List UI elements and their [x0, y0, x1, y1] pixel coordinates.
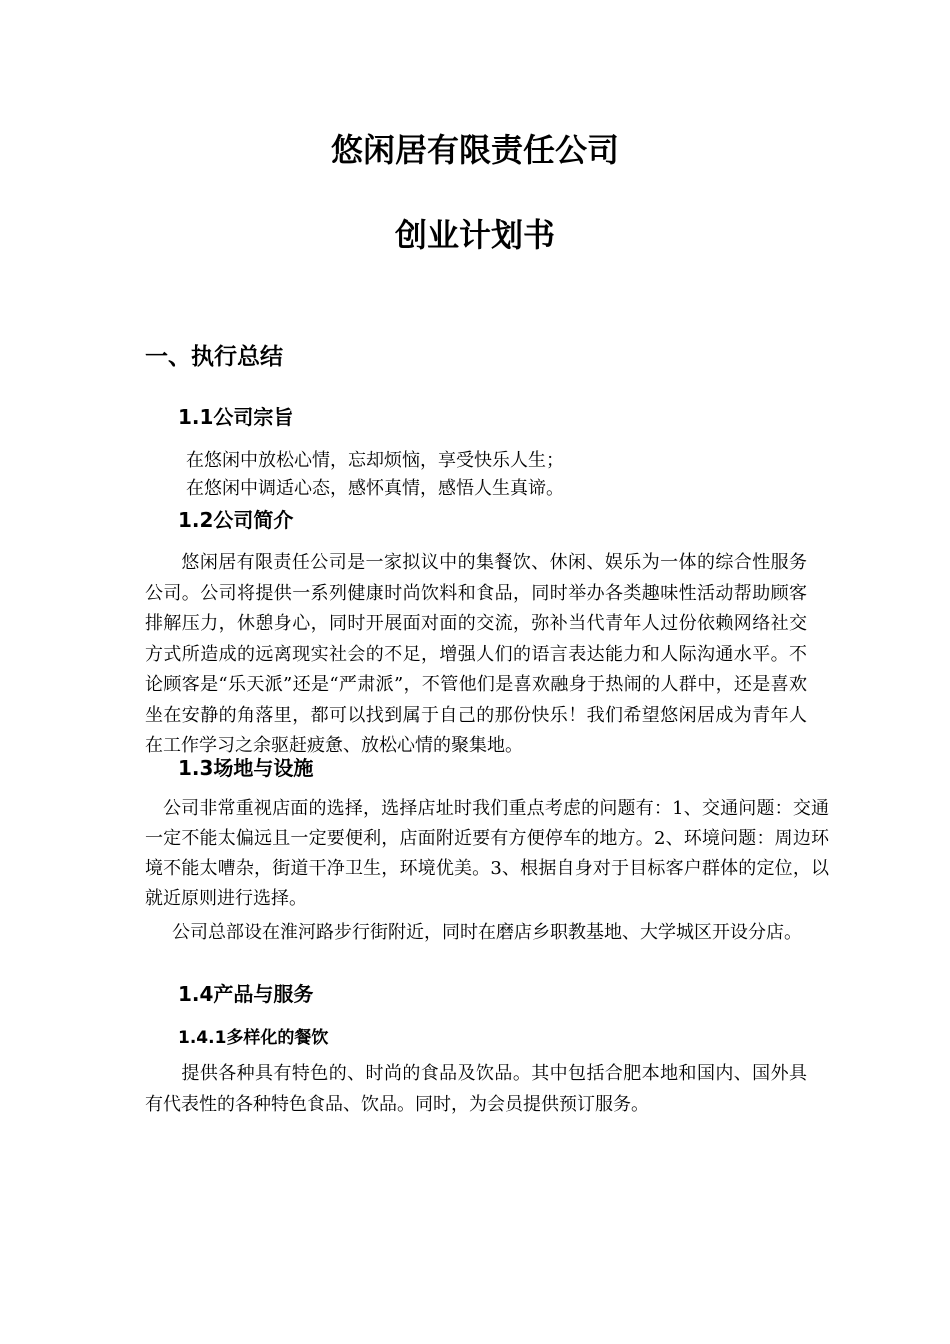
facilities-paragraph-1: 公司非常重视店面的选择，选择店址时我们重点考虑的问题有：1、交通问题：交通一定不能太偏远且一定要便利，店面附近要有方便停车的地方。2、环境问题：周边环境不能太嘈杂，街道干净卫生，环境优美。3、根据自身对于目标客户群体的定位，以就近原则进行选择。: [145, 798, 829, 909]
subsection-heading-products: 1.4产品与服务: [178, 982, 314, 1006]
catering-paragraph-text: 提供各种具有特色的、时尚的食品及饮品。其中包括合肥本地和国内、国外具有代表性的各种特色食品、饮品。同时，为会员提供预订服务。: [145, 1063, 807, 1115]
purpose-line-2: 在悠闲中调适心态，感怀真情，感悟人生真谛。: [186, 478, 564, 499]
subsection-heading-purpose: 1.1公司宗旨: [178, 405, 294, 429]
subsubsection-heading-catering: 1.4.1多样化的餐饮: [178, 1028, 329, 1048]
company-title: 悠闲居有限责任公司: [330, 131, 619, 169]
section-heading-executive-summary: 一、执行总结: [145, 344, 283, 370]
profile-paragraph-text: 悠闲居有限责任公司是一家拟议中的集餐饮、休闲、娱乐为一体的综合性服务公司。公司将提供一系列健康时尚饮料和食品，同时举办各类趣味性活动帮助顾客排解压力，休憩身心，同时开展面对面的交流，弥补当代青年人过份依赖网络社交方式所造成的远离现实社会的不足，增强人们的语言表达能力和人际沟通水平。不论顾客是“乐天派”还是“严肃派”，不管他们是喜欢融身于热闹的人群中，还是喜欢坐在安静的角落里，都可以找到属于自己的那份快乐！我们希望悠闲居成为青年人在工作学习之余驱赶疲惫、放松心情的聚集地。: [145, 552, 807, 756]
catering-paragraph: [145, 1059, 807, 1120]
facilities-paragraph-2: 公司总部设在淮河路步行街附近，同时在磨店乡职教基地、大学城区开设分店。: [172, 922, 802, 943]
subsection-heading-profile: 1.2公司简介: [178, 508, 294, 532]
purpose-line-1: 在悠闲中放松心情，忘却烦恼，享受快乐人生；: [186, 450, 564, 471]
profile-paragraph: [145, 548, 807, 762]
document-title: 创业计划书: [394, 216, 555, 254]
subsection-heading-facilities: 1.3场地与设施: [178, 756, 314, 780]
